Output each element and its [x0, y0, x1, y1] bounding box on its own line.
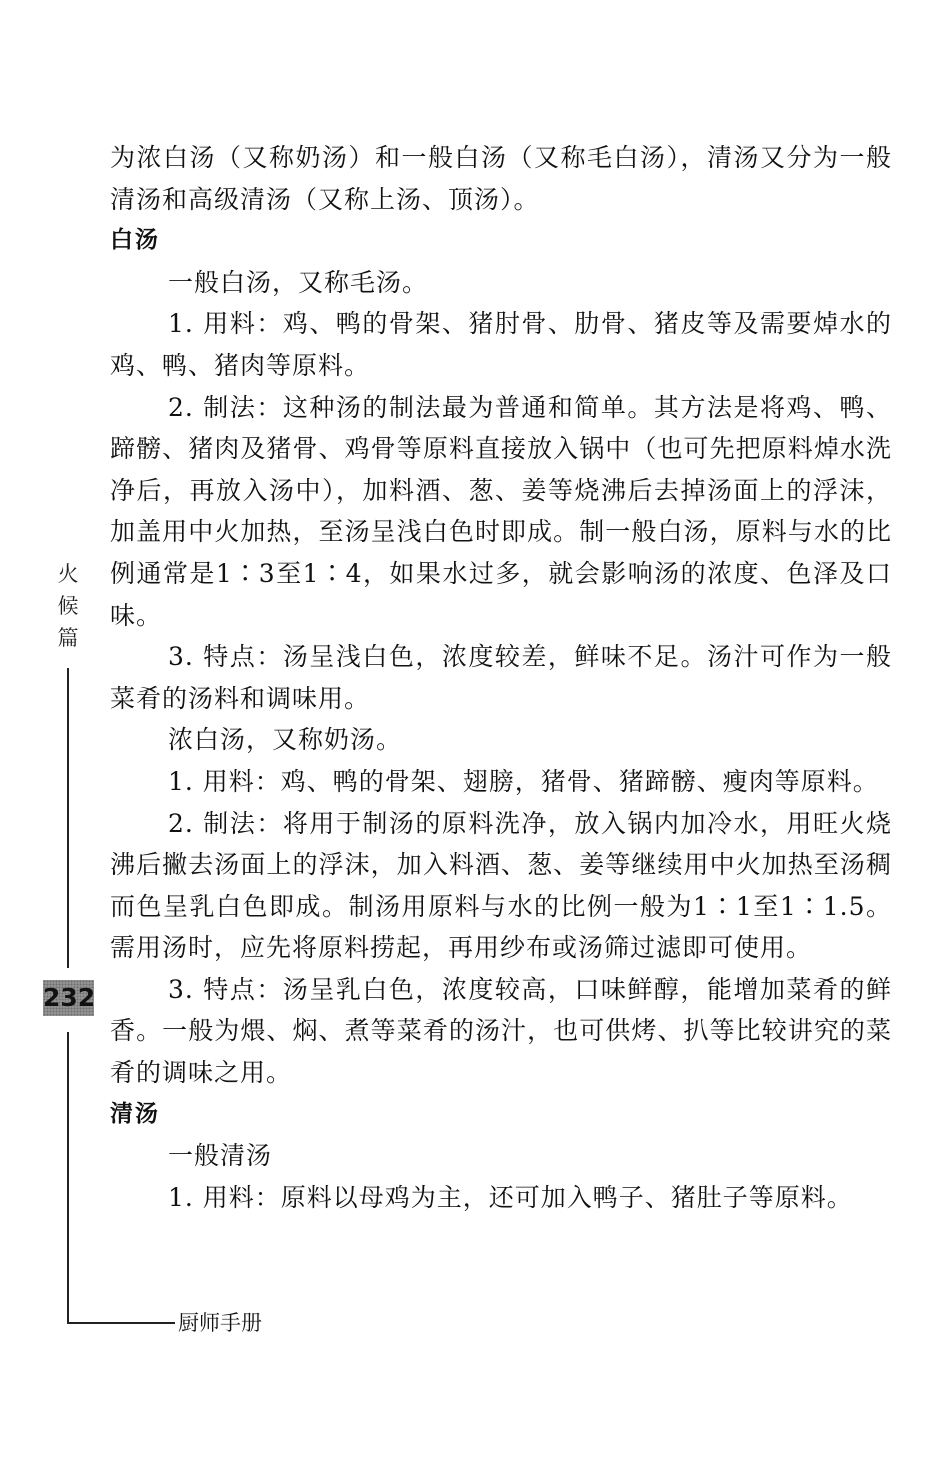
- paragraph-ingredients-1: 1. 用料：鸡、鸭的骨架、猪肘骨、肋骨、猪皮等及需要焯水的鸡、鸭、猪肉等原料。: [110, 309, 892, 380]
- paragraph-ingredients-3: 1. 用料：原料以母鸡为主，还可加入鸭子、猪肚子等原料。: [168, 1182, 853, 1212]
- paragraph-features-2: 3. 特点：汤呈乳白色，浓度较高，口味鲜醇，能增加菜肴的鲜香。一般为煨、焖、煮等菜肴的汤汁，也可供烤、扒等比较讲究的菜肴的调味之用。: [110, 974, 892, 1088]
- paragraph-thick-white-soup: 浓白汤，又称奶汤。: [168, 725, 403, 755]
- paragraph-method-1: 2. 制法：这种汤的制法最为普通和简单。其方法是将鸡、鸭、蹄髈、猪肉及猪骨、鸡骨等原料直接放入锅中（也可先把原料焯水洗净后，再放入汤中），加料酒、葱、姜等烧沸后去掉汤面上的浮沫，加盖用中火加热，至汤呈浅白色时即成。制一般白汤，原料与水的比例通常是1∶3至1∶4，如果水过多，就会影响汤的浓度、色泽及口味。: [110, 392, 892, 630]
- margin-rule-upper: [67, 668, 69, 968]
- paragraph-method-2: 2. 制法：将用于制汤的原料洗净，放入锅内加冷水，用旺火烧沸后撇去汤面上的浮沫，加入料酒、葱、姜等继续用中火加热至汤稠而色呈乳白色即成。制汤用原料与水的比例一般为1∶1至1∶1.5。需用汤时，应先将原料捞起，再用纱布或汤筛过滤即可使用。: [110, 808, 892, 963]
- side-title-char: 候: [57, 594, 79, 618]
- paragraph-intro: 为浓白汤（又称奶汤）和一般白汤（又称毛白汤），清汤又分为一般清汤和高级清汤（又称上汤、顶汤）。: [110, 143, 892, 214]
- paragraph-general-clear-soup: 一般清汤: [168, 1141, 273, 1171]
- footer-rule: [67, 1322, 175, 1324]
- margin-rule-lower: [67, 1032, 69, 1323]
- paragraph-features-1: 3. 特点：汤呈浅白色，浓度较差，鲜味不足。汤汁可作为一般菜肴的汤料和调味用。: [110, 642, 892, 713]
- page-number: 232: [43, 980, 94, 1016]
- paragraph-ingredients-2: 1. 用料：鸡、鸭的骨架、翅膀，猪骨、猪蹄髈、瘦肉等原料。: [168, 766, 879, 796]
- side-title-char: 火: [57, 562, 79, 586]
- running-footer-book-title: 厨师手册: [178, 1311, 262, 1335]
- section-heading-white-soup: 白汤: [110, 227, 160, 254]
- paragraph-general-white-soup: 一般白汤，又称毛汤。: [168, 267, 429, 297]
- section-heading-clear-soup: 清汤: [110, 1100, 160, 1127]
- side-title-char: 篇: [57, 626, 79, 650]
- section-side-title: [54, 558, 82, 654]
- body-text: [110, 137, 892, 1218]
